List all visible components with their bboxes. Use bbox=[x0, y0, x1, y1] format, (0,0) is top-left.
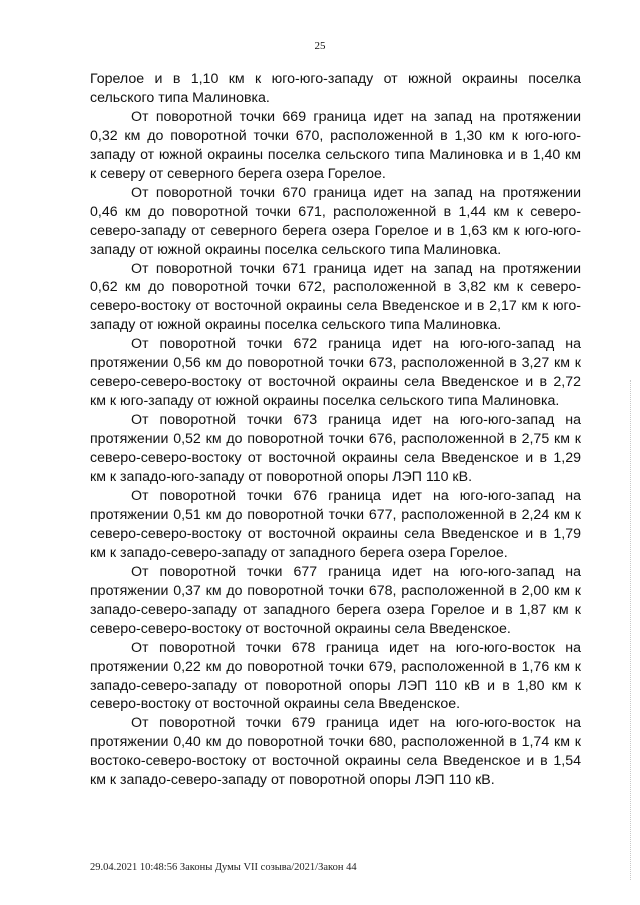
paragraph-point-672: От поворотной точки 672 граница идет на юго-юго-запад на протяжении 0,56 км до поворотной точки 673, расположенной в 3,27 км к северо-северо-востоку от восточной окраины села Введенское и в 2,72 км к юго-западу от южной окраины поселка сельского типа Малиновка. bbox=[90, 336, 581, 410]
paragraph-point-677: От поворотной точки 677 граница идет на юго-юго-запад на протяжении 0,37 км до поворотной точки 678, расположенной в 2,00 км к западо-северо-западу от западного берега озера Горелое и в 1,87 км к северо-северо-востоку от восточной окраины села Введенское. bbox=[90, 563, 581, 637]
paragraph-point-676: От поворотной точки 676 граница идет на юго-юго-запад на протяжении 0,51 км до поворотной точки 677, расположенной в 2,24 км к северо-северо-востоку от восточной окраины села Введенское и в 1,79 км к западо-северо-западу от западного берега озера Горелое. bbox=[90, 487, 581, 561]
paragraph-point-671: От поворотной точки 671 граница идет на запад на протяжении 0,62 км до поворотной точки 672, расположенной в 3,82 км к северо-северо-востоку от восточной окраины села Введенское и в 2,17 км к юго-западу от южной окраины поселка сельского типа Малиновка. bbox=[90, 260, 581, 334]
page-number: 25 bbox=[314, 40, 326, 52]
paragraph-continuation: Горелое и в 1,10 км к юго-юго-западу от южной окраины поселка сельского типа Малиновка. bbox=[90, 71, 581, 106]
paragraph-point-679: От поворотной точки 679 граница идет на юго-юго-восток на протяжении 0,40 км до поворотной точки 680, расположенной в 1,74 км к востоко-северо-востоку от восточной окраины села Введенское и в 1,54 км к западо-северо-западу от поворотной опоры ЛЭП 110 кВ. bbox=[90, 715, 581, 789]
paragraph-point-673: От поворотной точки 673 граница идет на юго-юго-запад на протяжении 0,52 км до поворотной точки 676, расположенной в 2,75 км к северо-северо-востоку от восточной окраины села Введенское и в 1,29 км к западо-юго-западу от поворотной опоры ЛЭП 110 кВ. bbox=[90, 412, 581, 486]
paragraph-point-678: От поворотной точки 678 граница идет на юго-юго-восток на протяжении 0,22 км до поворотной точки 679, расположенной в 1,76 км к западо-северо-западу от поворотной опоры ЛЭП 110 кВ и в 1,80 км к северо-востоку от восточной окраины села Введенское. bbox=[90, 639, 581, 713]
paragraph-point-670: От поворотной точки 670 граница идет на запад на протяжении 0,46 км до поворотной точки 671, расположенной в 1,44 км к северо-северо-западу от северного берега озера Горелое и в 1,63 км к юго-юго-западу от южной окраины поселка сельского типа Малиновка. bbox=[90, 184, 581, 258]
document-body bbox=[90, 70, 581, 790]
document-footer: 29.04.2021 10:48:56 Законы Думы VII созыва/2021/Закон 44 bbox=[90, 862, 357, 873]
paragraph-point-669: От поворотной точки 669 граница идет на запад на протяжении 0,32 км до поворотной точки 670, расположенной в 1,30 км к юго-юго-западу от южной окраины поселка сельского типа Малиновка и в 1,40 км к северу от северного берега озера Горелое. bbox=[90, 108, 581, 182]
margin-scan-marks bbox=[630, 380, 635, 880]
